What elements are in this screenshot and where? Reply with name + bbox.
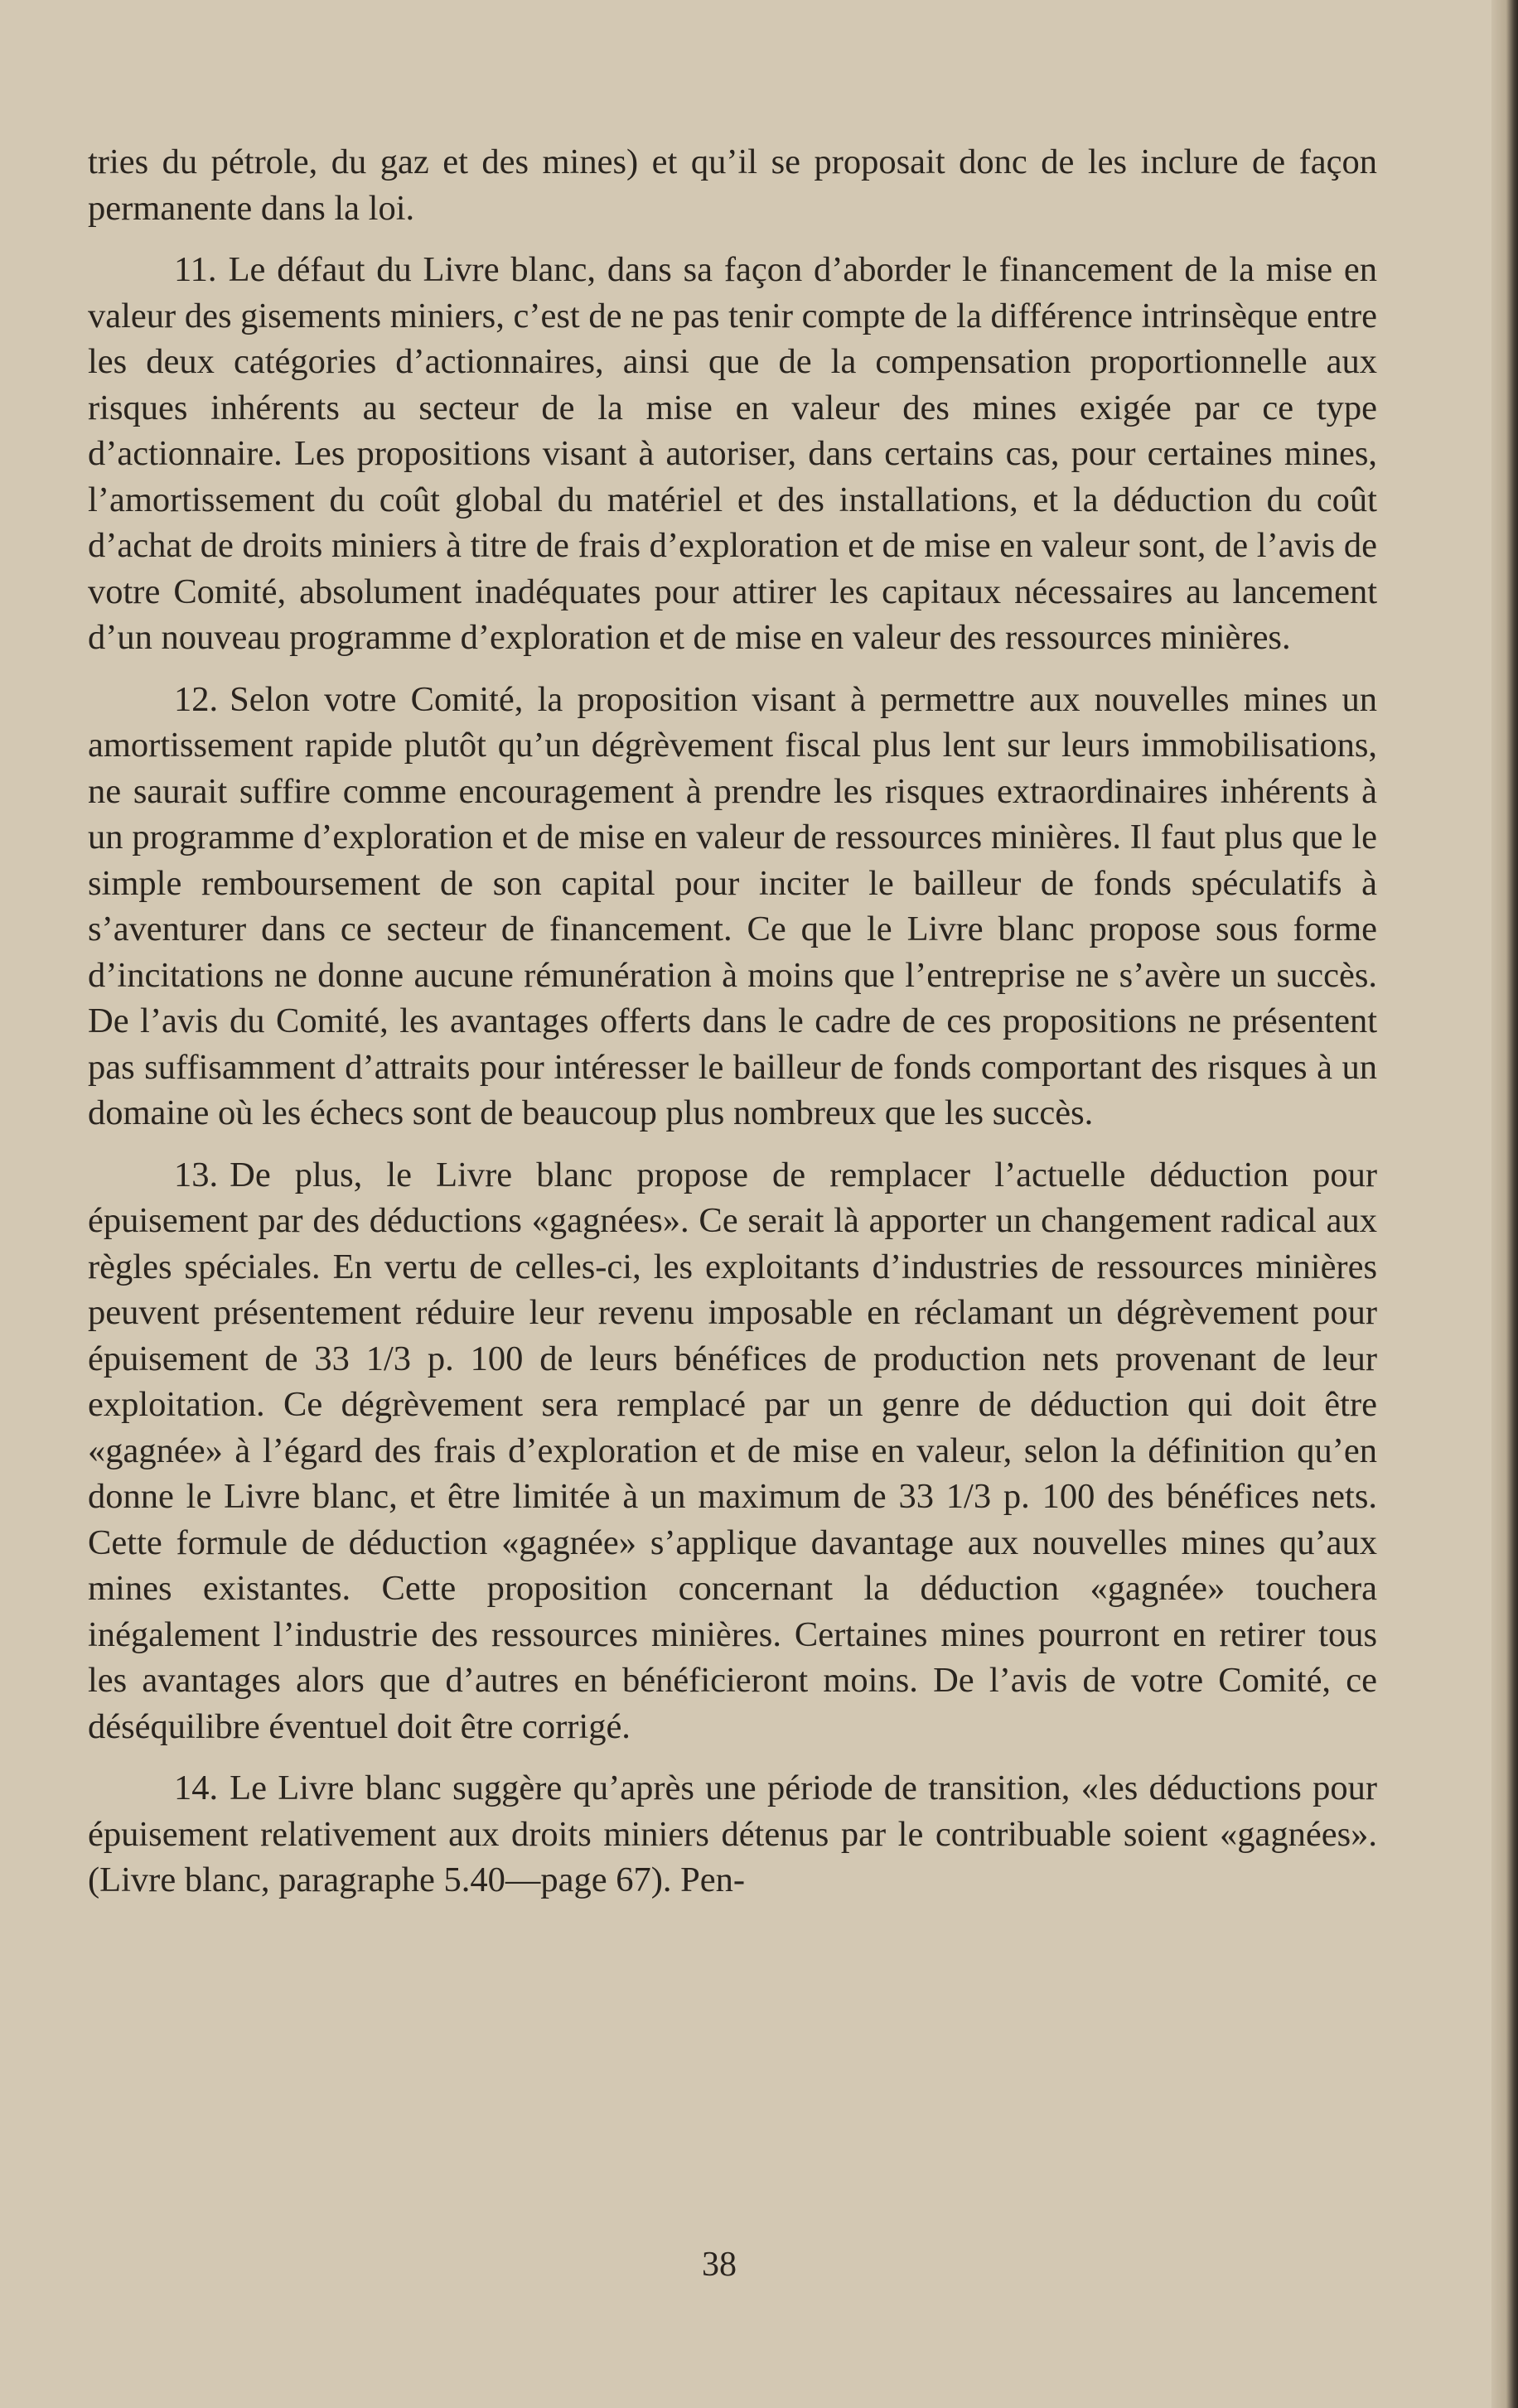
paragraph-number: 12. <box>174 679 219 719</box>
continuation-paragraph: tries du pétrole, du gaz et des mines) et qu’il se proposait donc de les inclure de façon permanente dans la loi. <box>88 142 1377 228</box>
paragraph-11 <box>88 247 1377 661</box>
body-text <box>88 139 1377 1919</box>
page-binding-edge <box>1491 0 1518 2408</box>
paragraph-text: Selon votre Comité, la proposition visant à permettre aux nouvelles mines un amortissement rapide plutôt qu’un dégrèvement fiscal plus lent sur leurs immobilisations, ne saurait suffire comme encouragement à prendre les risques extraordinaires inhérents à un programme d’exploration et de mise en valeur de ressources minières. Il faut plus que le simple remboursement de son capital pour inciter le bailleur de fonds spéculatifs à s’aventurer dans ce secteur de financement. Ce que le Livre blanc propose sous forme d’incitations ne donne aucune rémunération à moins que l’entreprise ne s’avère un succès. De l’avis du Comité, les avantages offerts dans le cadre de ces propositions ne présentent pas suffisamment d’attraits pour intéresser le bailleur de fonds comportant des risques à un domaine où les échecs sont de beaucoup plus nombreux que les succès. <box>88 679 1377 1132</box>
paragraph-12 <box>88 677 1377 1136</box>
paragraph-13 <box>88 1152 1377 1750</box>
paragraph-number: 13. <box>174 1155 219 1194</box>
paragraph-number: 14. <box>174 1769 219 1807</box>
paragraph-14 <box>88 1765 1377 1904</box>
paragraph-number: 11. <box>174 250 217 289</box>
page-number: 38 <box>702 2246 737 2284</box>
paragraph-text: De plus, le Livre blanc propose de remplacer l’actuelle déduction pour épuisement par des déductions «gagnées». Ce serait là apporter un changement radical aux règles spéciales. En vertu de celles-ci, les exploitants d’industries de ressources minières peuvent présentement réduire leur revenu imposable en réclamant un dégrèvement pour épuisement de 33 1/3 p. 100 de leurs bénéfices de production nets provenant de leur exploitation. Ce dégrèvement sera remplacé par un genre de déduction qui doit être «gagnée» à l’égard des frais d’exploration et de mise en valeur, selon la définition qu’en donne le Livre blanc, et être limitée à un maximum de 33 1/3 p. 100 des bénéfices nets. Cette formule de déduction «gagnée» s’applique davantage aux nouvelles mines qu’aux mines existantes. Cette proposition concernant la déduction «gagnée» touchera inégalement l’industrie des ressources minières. Certaines mines pourront en retirer tous les avantages alors que d’autres en bénéficieront moins. De l’avis de votre Comité, ce déséquilibre éventuel doit être corrigé. <box>88 1155 1377 1746</box>
paragraph-text: Le défaut du Livre blanc, dans sa façon d’aborder le financement de la mise en valeur des gisements miniers, c’est de ne pas tenir compte de la différence intrinsèque entre les deux catégories d’actionnaires, ainsi que de la compensation proportionnelle aux risques inhérents au secteur de la mise en valeur des mines exigée par ce type d’actionnaire. Les propositions visant à autoriser, dans certains cas, pour certaines mines, l’amortissement du coût global du matériel et des installations, et la déduction du coût d’achat de droits miniers à titre de frais d’exploration et de mise en valeur sont, de l’avis de votre Comité, absolument inadéquates pour attirer les capitaux nécessaires au lancement d’un nouveau programme d’exploration et de mise en valeur des ressources minières. <box>88 250 1377 657</box>
paragraph-text: Le Livre blanc suggère qu’après une période de transition, «les déductions pour épuisement relativement aux droits miniers détenus par le contribuable soient «gagnées». (Livre blanc, paragraphe 5.40—page 67). Pen- <box>88 1769 1377 1899</box>
